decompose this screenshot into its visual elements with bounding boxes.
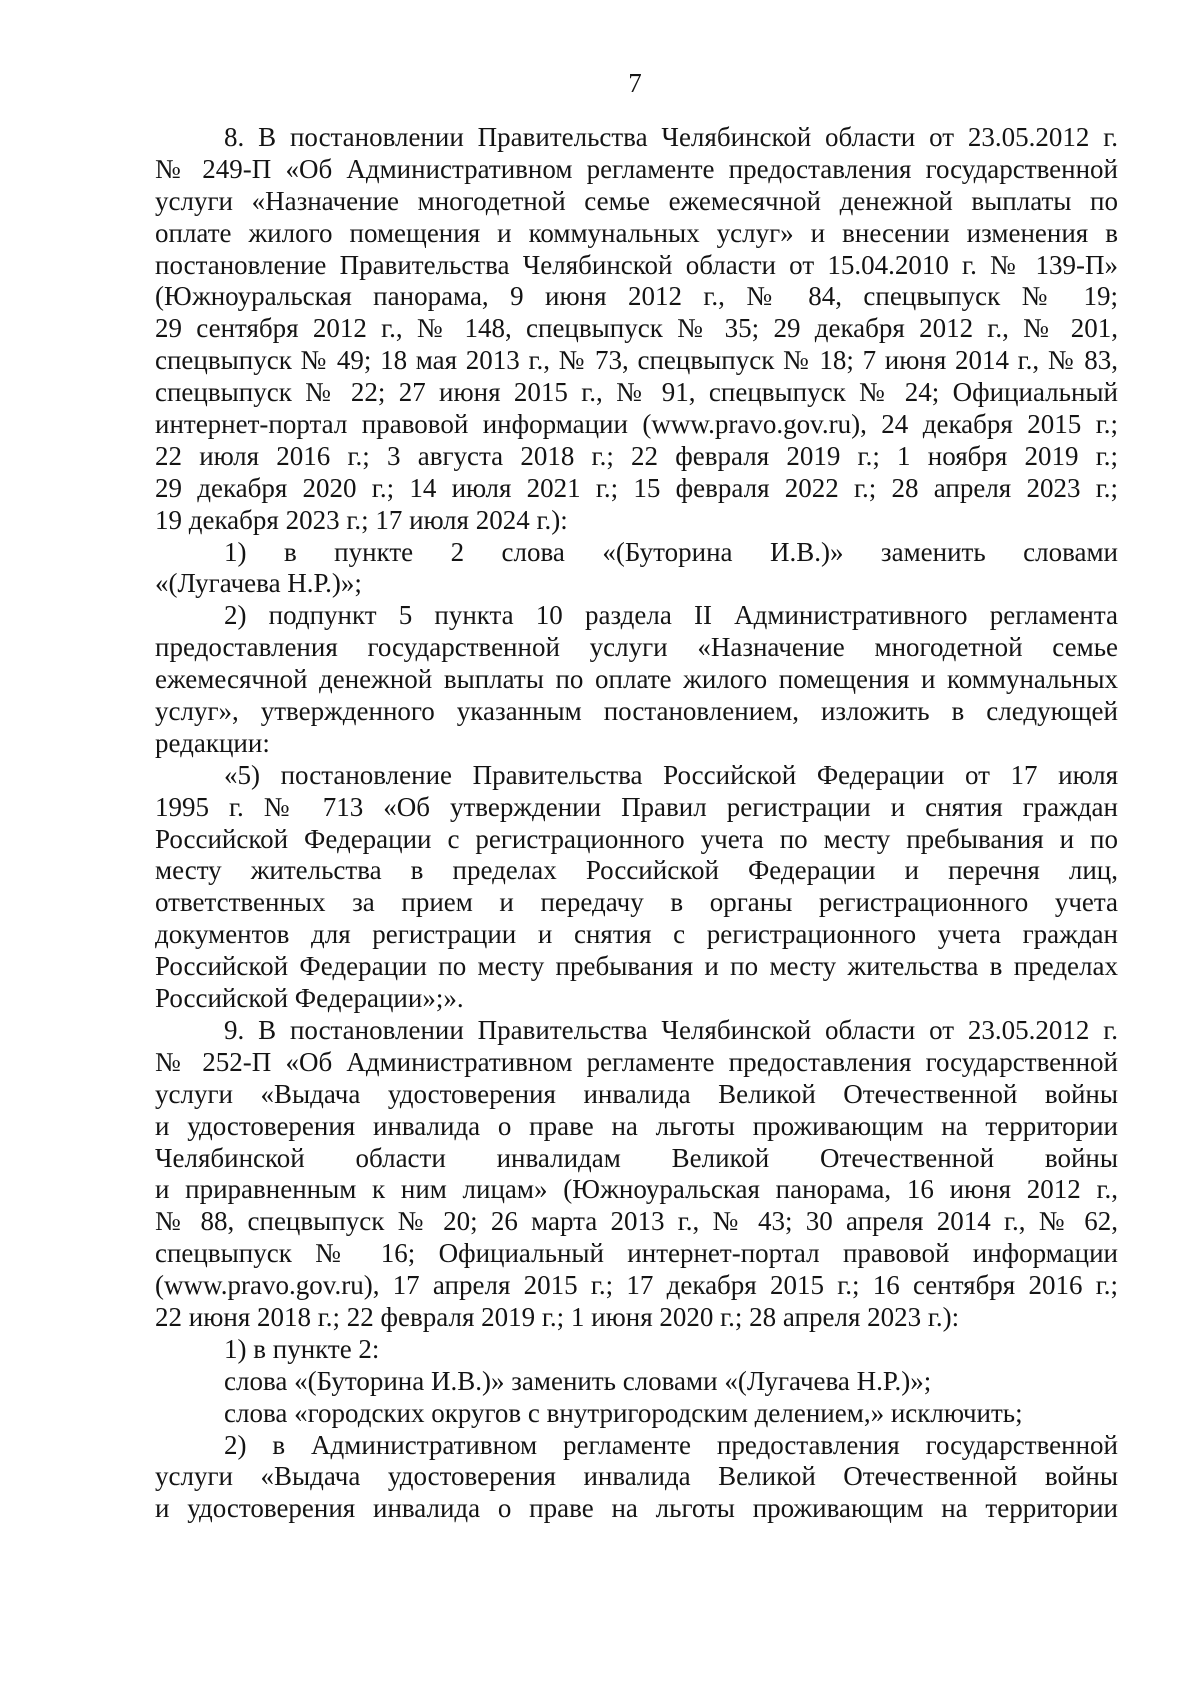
text-line: Челябинской области инвалидам Великой Отечественной войны [155, 1142, 1118, 1173]
text-line: ответственных за прием и передачу в органы регистрационного учета [155, 887, 1118, 918]
text-line: Российской Федерации с регистрационного учета по месту пребывания и по [155, 823, 1118, 854]
text-line: (Южноуральская панорама, 9 июня 2012 г., № 84, спецвыпуск № 19; [155, 281, 1118, 312]
text-line: 22 июня 2018 г.; 22 февраля 2019 г.; 1 июня 2020 г.; 28 апреля 2023 г.): [155, 1301, 960, 1332]
text-line: 29 декабря 2020 г.; 14 июля 2021 г.; 15 февраля 2022 г.; 28 апреля 2023 г.; [155, 472, 1118, 503]
text-line: спецвыпуск № 49; 18 мая 2013 г., № 73, спецвыпуск № 18; 7 июня 2014 г., № 83, [155, 345, 1118, 376]
text-line: (www.pravo.gov.ru), 17 апреля 2015 г.; 17 декабря 2015 г.; 16 сентября 2016 г.; [155, 1270, 1118, 1301]
text-line: услуги «Назначение многодетной семье ежемесячной денежной выплаты по [155, 185, 1118, 216]
text-line: постановление Правительства Челябинской области от 15.04.2010 г. № 139-П» [155, 249, 1118, 280]
text-line: и удостоверения инвалида о праве на льготы проживающим на территории [155, 1110, 1118, 1141]
text-line: № 249-П «Об Административном регламенте предоставления государственной [155, 153, 1118, 184]
text-line: слова «городских округов с внутригородским делением,» исключить; [224, 1397, 1023, 1428]
text-line: месту жительства в пределах Российской Федерации и перечня лиц, [155, 855, 1118, 886]
text-line: Российской Федерации по месту пребывания и по месту жительства в пределах [155, 951, 1118, 982]
text-line: предоставления государственной услуги «Назначение многодетной семье [155, 632, 1118, 663]
text-line: 2) подпункт 5 пункта 10 раздела II Административного регламента [224, 600, 1118, 631]
text-line: 2) в Административном регламенте предоставления государственной [224, 1429, 1118, 1460]
text-line: и удостоверения инвалида о праве на льготы проживающим на территории [155, 1493, 1118, 1524]
text-line: услуги «Выдача удостоверения инвалида Великой Отечественной войны [155, 1461, 1118, 1492]
text-line: 1) в пункте 2 слова «(Буторина И.В.)» заменить словами [224, 536, 1118, 567]
text-line: 1) в пункте 2: [224, 1333, 380, 1364]
text-line: № 252-П «Об Административном регламенте предоставления государственной [155, 1046, 1118, 1077]
text-line: спецвыпуск № 22; 27 июня 2015 г., № 91, спецвыпуск № 24; Официальный [155, 377, 1118, 408]
text-line: слова «(Буторина И.В.)» заменить словами «(Лугачева Н.Р.)»; [224, 1365, 932, 1396]
text-line: «5) постановление Правительства Российской Федерации от 17 июля [224, 759, 1118, 790]
text-line: услуги «Выдача удостоверения инвалида Великой Отечественной войны [155, 1078, 1118, 1109]
text-line: ежемесячной денежной выплаты по оплате жилого помещения и коммунальных [155, 664, 1118, 695]
text-line: услуг», утвержденного указанным постановлением, изложить в следующей [155, 696, 1118, 727]
text-line: «(Лугачева Н.Р.)»; [155, 568, 362, 599]
text-line: 22 июля 2016 г.; 3 августа 2018 г.; 22 февраля 2019 г.; 1 ноября 2019 г.; [155, 440, 1118, 471]
text-line: редакции: [155, 727, 270, 758]
text-line: интернет-портал правовой информации (www.pravo.gov.ru), 24 декабря 2015 г.; [155, 409, 1118, 440]
text-line: 9. В постановлении Правительства Челябинской области от 23.05.2012 г. [224, 1014, 1118, 1045]
page-number: 7 [628, 68, 642, 98]
text-line: № 88, спецвыпуск № 20; 26 марта 2013 г., № 43; 30 апреля 2014 г., № 62, [155, 1206, 1118, 1237]
text-line: оплате жилого помещения и коммунальных услуг» и внесении изменения в [155, 217, 1118, 248]
text-line: 29 сентября 2012 г., № 148, спецвыпуск № 35; 29 декабря 2012 г., № 201, [155, 313, 1118, 344]
document-body [155, 122, 1118, 1525]
text-line: 8. В постановлении Правительства Челябинской области от 23.05.2012 г. [224, 122, 1118, 152]
text-line: и приравненным к ним лицам» (Южноуральская панорама, 16 июня 2012 г., [155, 1174, 1118, 1205]
text-line: 19 декабря 2023 г.; 17 июля 2024 г.): [155, 504, 568, 535]
text-line: документов для регистрации и снятия с регистрационного учета граждан [155, 919, 1118, 950]
text-line: 1995 г. № 713 «Об утверждении Правил регистрации и снятия граждан [155, 791, 1118, 822]
text-line: Российской Федерации»;». [155, 983, 464, 1014]
text-line: спецвыпуск № 16; Официальный интернет-портал правовой информации [155, 1238, 1118, 1269]
